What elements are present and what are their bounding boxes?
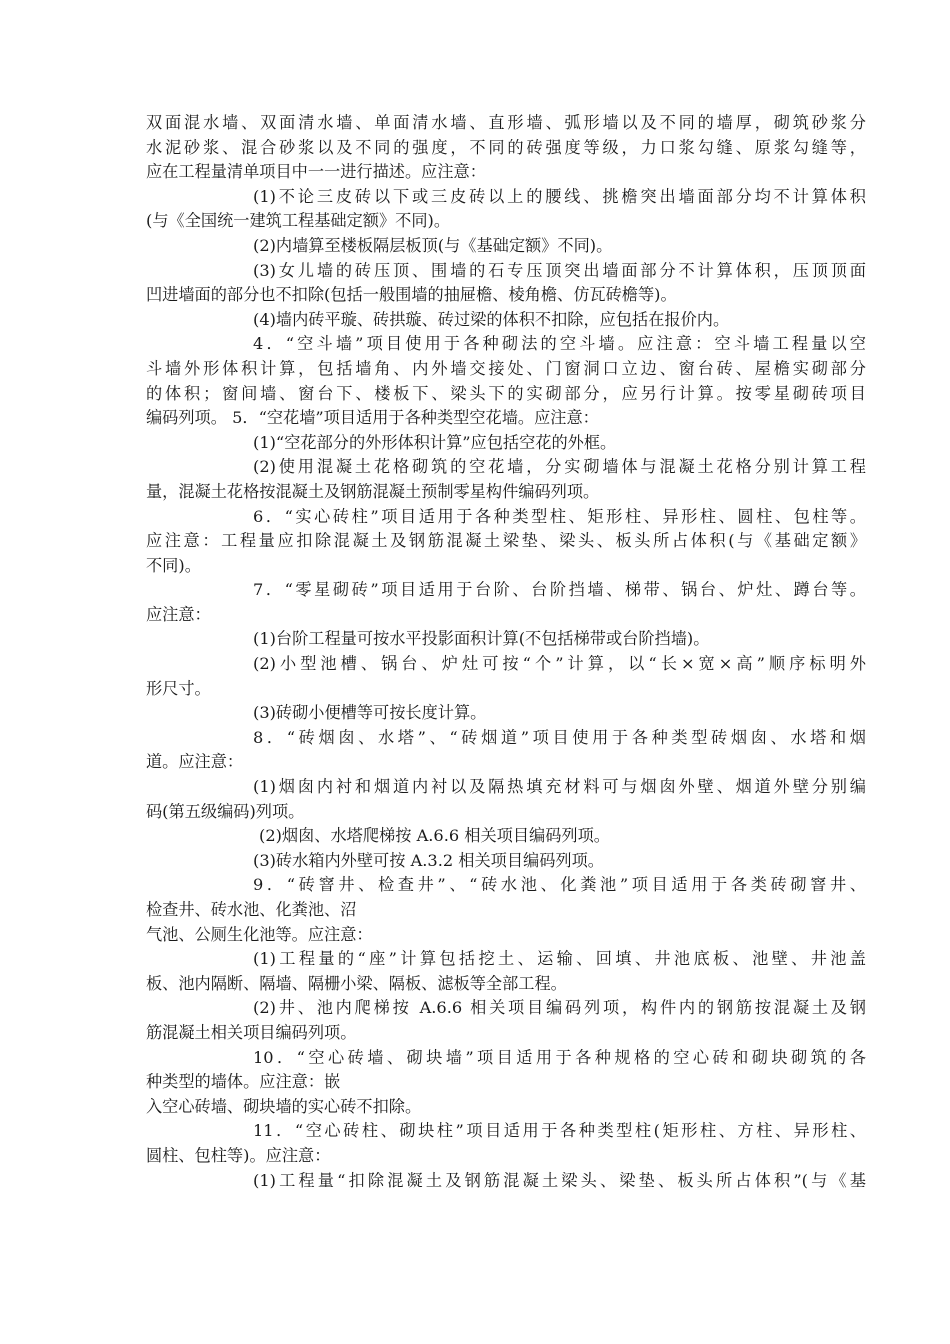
text-line: (2)使用混凝土花格砌筑的空花墙，分实砌墙体与混凝土花格分别计算工程 xyxy=(253,457,866,477)
text-line: 形尺寸。 xyxy=(146,678,211,698)
text-line: 10．“空心砖墙、砌块墙”项目适用于各种规格的空心砖和砌块砌筑的各 xyxy=(253,1047,866,1067)
text-line: 不同)。 xyxy=(146,555,201,575)
text-line: 的体积；窗间墙、窗台下、楼板下、梁头下的实砌部分，应另行计算。按零星砌砖项目 xyxy=(146,383,866,403)
text-line: 量，混凝土花格按混凝土及钢筋混凝土预制零星构件编码列项。 xyxy=(146,481,600,501)
text-line: 入空心砖墙、砌块墙的实心砖不扣除。 xyxy=(146,1096,422,1116)
text-line: (3)砖水箱内外壁可按 A.3.2 相关项目编码列项。 xyxy=(253,850,604,870)
text-line: (1)不论三皮砖以下或三皮砖以上的腰线、挑檐突出墙面部分均不计算体积 xyxy=(253,186,866,206)
text-line: 应注意： xyxy=(146,604,211,624)
text-line: (1)工程量“扣除混凝土及钢筋混凝土梁头、梁垫、板头所占体积”(与《基 xyxy=(253,1170,866,1190)
text-line: 板、池内隔断、隔墙、隔栅小梁、隔板、滤板等全部工程。 xyxy=(146,973,567,993)
text-line: (1)台阶工程量可按水平投影面积计算(不包括梯带或台阶挡墙)。 xyxy=(253,629,710,649)
document-body xyxy=(146,111,866,1193)
text-line: 圆柱、包柱等)。应注意： xyxy=(146,1145,331,1165)
text-line: (2)烟囱、水塔爬梯按 A.6.6 相关项目编码列项。 xyxy=(259,826,610,846)
text-line: 气池、公厕生化池等。应注意： xyxy=(146,924,373,944)
text-line: 码(第五级编码)列项。 xyxy=(146,801,305,821)
text-line: 4．“空斗墙”项目使用于各种砌法的空斗墙。应注意：空斗墙工程量以空 xyxy=(253,334,866,354)
text-line: 双面混水墙、双面清水墙、单面清水墙、直形墙、弧形墙以及不同的墙厚，砌筑砂浆分 xyxy=(146,113,866,132)
text-line: 道。应注意： xyxy=(146,752,244,772)
text-line: (4)墙内砖平璇、砖拱璇、砖过梁的体积不扣除，应包括在报价内。 xyxy=(253,309,730,329)
text-line: (1)工程量的“座”计算包括挖土、运输、回填、井池底板、池壁、井池盖 xyxy=(253,949,866,969)
text-line: 应注意：工程量应扣除混凝土及钢筋混凝土梁垫、梁头、板头所占体积(与《基础定额》 xyxy=(146,531,866,551)
text-line: 种类型的墙体。应注意：嵌 xyxy=(146,1072,341,1092)
text-line: 7．“零星砌砖”项目适用于台阶、台阶挡墙、梯带、锅台、炉灶、蹲台等。 xyxy=(253,580,866,600)
text-line: 水泥砂浆、混合砂浆以及不同的强度，不同的砖强度等级，力口浆勾缝、原浆勾缝等， xyxy=(146,137,866,157)
text-line: (2)小型池槽、锅台、炉灶可按“个”计算，以“长×宽×高”顺序标明外 xyxy=(253,654,866,674)
text-line: (与《全国统一建筑工程基础定额》不同)。 xyxy=(146,211,451,231)
text-line: (3)砖砌小便槽等可按长度计算。 xyxy=(253,703,487,723)
text-line: 斗墙外形体积计算，包括墙角、内外墙交接处、门窗洞口立边、窗台砖、屋檐实砌部分 xyxy=(146,358,866,378)
text-line: (1)烟囱内衬和烟道内衬以及隔热填充材料可与烟囱外壁、烟道外壁分别编 xyxy=(253,777,866,797)
text-line: (1)“空花部分的外形体积计算”应包括空花的外框。 xyxy=(253,432,617,452)
text-line: (2)井、池内爬梯按 A.6.6 相关项目编码列项，构件内的钢筋按混凝土及钢 xyxy=(253,998,866,1018)
text-line: 6．“实心砖柱”项目适用于各种类型柱、矩形柱、异形柱、圆柱、包柱等。 xyxy=(253,506,866,526)
text-line: (2)内墙算至楼板隔层板顶(与《基础定额》不同)。 xyxy=(253,235,613,255)
text-line: 8．“砖烟囱、水塔”、“砖烟道”项目使用于各种类型砖烟囱、水塔和烟 xyxy=(253,727,866,747)
text-line: (3)女儿墙的砖压顶、围墙的石专压顶突出墙面部分不计算体积，压顶顶面 xyxy=(253,260,866,280)
text-line: 9．“砖窨井、检查井”、“砖水池、化粪池”项目适用于各类砖砌窨井、 xyxy=(253,875,866,895)
text-line: 应在工程量清单项目中一一进行描述。应注意： xyxy=(146,162,486,182)
text-line: 编码列项。 5．“空花墙”项目适用于各种类型空花墙。应注意： xyxy=(146,408,599,428)
text-line: 检查井、砖水池、化粪池、沼 xyxy=(146,900,357,919)
text-line: 凹进墙面的部分也不扣除(包括一般围墙的抽屉檐、棱角檐、仿瓦砖檐等)。 xyxy=(146,285,677,305)
text-line: 11．“空心砖柱、砌块柱”项目适用于各种类型柱(矩形柱、方柱、异形柱、 xyxy=(253,1121,866,1141)
text-line: 筋混凝土相关项目编码列项。 xyxy=(146,1022,357,1042)
